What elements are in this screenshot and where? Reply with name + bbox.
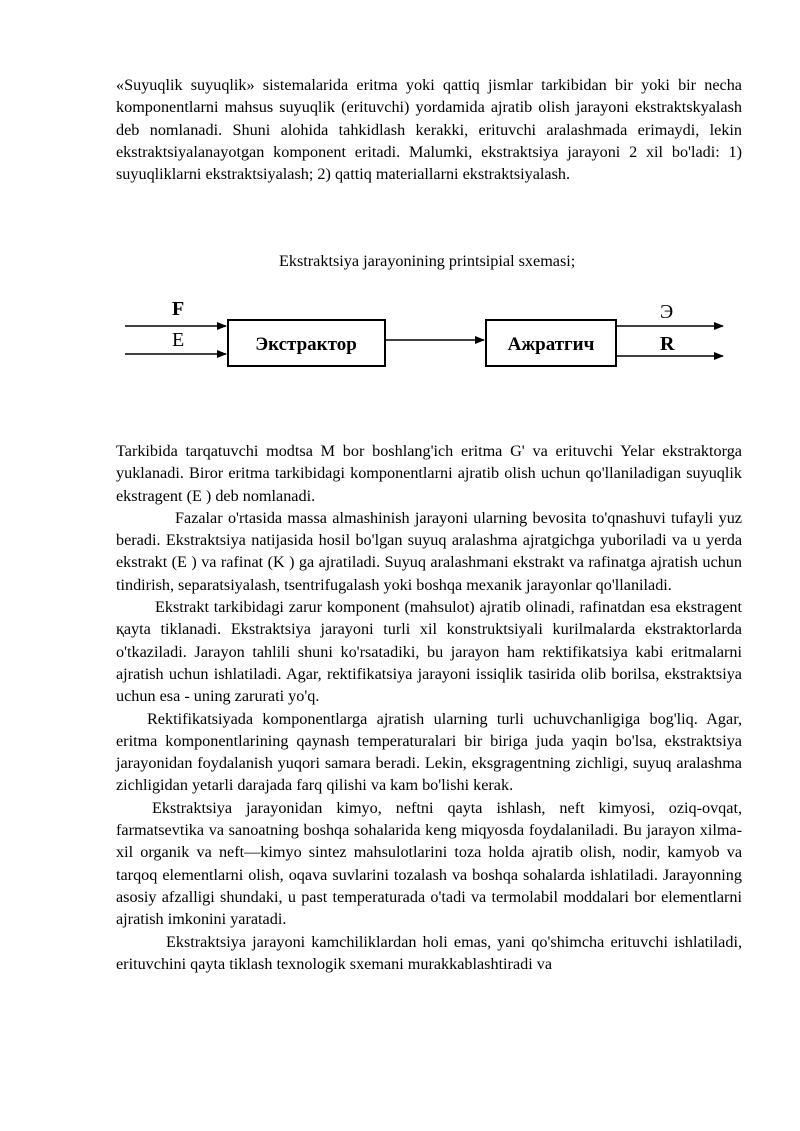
- paragraph-5: Ekstraktsiya jarayonidan kimyo, neftni qayta ishlash, neft kimyosi, oziq-ovqat, farmatsevtika va sanoatning boshqa sohalarida keng miqyosda foydalaniladi. Bu jarayon xilma-xil organik va neft—kimyo sintez mahsulotlarini toza holda ajratib olish, nodir, kamyob va tarqoq elementlarni olish, oqava suvlarini tozalash va boshqa sohalarda ishlatiladi. Jarayonning asosiy afzalligi shundaki, u past temperaturada o'tadi va termolabil moddalari bor elementlarni ajratish imkonini yaratadi.: [116, 798, 742, 929]
- paragraph-2: Fazalar o'rtasida massa almashinish jarayoni ularning bevosita to'qnashuvi tufayli yuz beradi. Ekstraktsiya natijasida hosil bo'lgan suyuq aralashma ajratgichga yuboriladi va u yerda ekstrakt (E ) va rafinat (K ) ga ajratiladi. Suyuq aralashmani ekstrakt va rafinatga ajratish uchun tindirish, separatsiyalash, tsentrifugalash yoki boshqa mexanik jarayonlar qo'llaniladi.: [116, 508, 742, 594]
- extraction-scheme-diagram: [120, 290, 730, 370]
- separator-label: Ажратгич: [507, 334, 595, 355]
- input-extragent-label: E: [172, 329, 185, 351]
- output-raffinate-label: R: [660, 333, 675, 355]
- paragraph-6: Ekstraktsiya jarayoni kamchiliklardan holi emas, yani qo'shimcha erituvchi ishlatiladi, erituvchini qayta tiklash texnologik sxemani murakkablashtiradi va: [116, 932, 742, 973]
- document-page: [116, 74, 742, 270]
- body-text: [116, 440, 742, 975]
- paragraph-1: Tarkibida tarqatuvchi modtsa M bor boshlang'ich eritma G' va erituvchi Yelar ekstraktorga yuklanadi. Biror eritma tarkibidagi komponentlarni ajratib olish uchun qo'llaniladigan suyuqlik ekstragent (E ) deb nomlanadi.: [116, 442, 742, 505]
- paragraph-3: Ekstrakt tarkibidagi zarur komponent (mahsulot) ajratib olinadi, rafinatdan esa ekstragent қayta tiklanadi. Ekstraktsiya jarayoni turli xil konstruktsiyali kurilmalarda ekstraktorlarda o'tkaziladi. Jarayon tahlili shuni ko'rsatadiki, bu jarayon ham rektifikatsiya kabi eritmalarni ajratish uchun ishlatiladi. Agar, rektifikatsiya jarayoni issiqlik tasirida olib borilsa, ekstraktsiya uchun esa - uning zarurati yo'q.: [116, 598, 742, 706]
- intro-paragraph: «Suyuqlik suyuqlik» sistemalarida eritma yoki qattiq jismlar tarkibidan bir yoki bir necha komponentlarni mahsus suyuqlik (erituvchi) yordamida ajratib olish jarayoni ekstraktskyalash deb nomlanadi. Shuni alohida tahkidlash kerakki, erituvchi aralashmada erimaydi, lekin ekstraktsiyalanayotgan komponent eritadi. Malumki, ekstraktsiya jarayoni 2 xil bo'ladi: 1) suyuqliklarni ekstraktsiyalash; 2) qattiq materiallarni ekstraktsiyalash.: [116, 76, 742, 184]
- extractor-label: Экстрактор: [255, 334, 357, 355]
- scheme-title: Ekstraktsiya jarayonining printsipial sxemasi;: [279, 252, 576, 270]
- paragraph-4: Rektifikatsiyada komponentlarga ajratish ularning turli uchuvchanligiga bog'liq. Agar, eritma komponentlarining qaynash temperaturalari bir biriga juda yaqin bo'lsa, ekstraktsiya jarayonidan foydalanish yuqori samara beradi. Lekin, eksgragentning zichligi, suyuq aralashma zichligidan yetarli darajada farq qilishi va kam bo'lishi kerak.: [116, 709, 742, 795]
- output-extract-label: Э: [660, 301, 674, 323]
- input-feed-label: F: [172, 298, 185, 320]
